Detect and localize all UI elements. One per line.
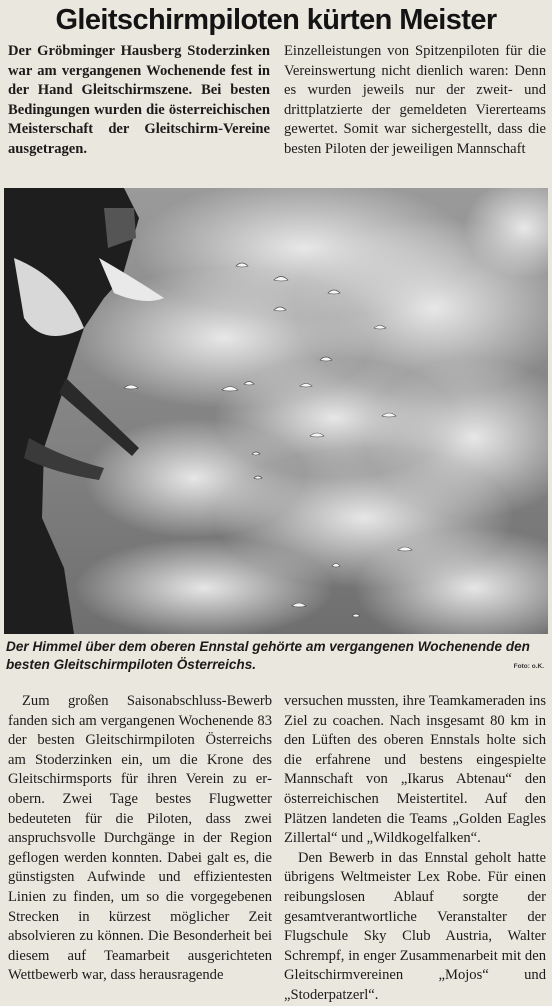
body-paragraph-2: versuchen mussten, ihre Teamkameraden ins Ziel zu coachen. Nach insgesamt 80 km in den Lüften des oberen Ennstals holte sich die erfahrene und bestens eingespielte Mannschaft von „Ikarus Abtenau“ den österreichischen Meistertitel. Auf den Plätzen landeten die Teams „Golden Eagles Zillertal“ und „Wildkogelfalken“. <box>284 693 546 847</box>
photo-caption: Der Himmel über dem oberen Ennstal gehörte am vergangenen Wochenende den besten Gleitschirmpiloten Österreichs. <box>6 639 530 672</box>
paragliders-photo <box>4 188 548 634</box>
intro-right-paragraph: Einzelleistungen von Spitzenpiloten für die Vereinswertung nicht dienlich waren: Denn es wurden jeweils nur der zweit- und drittplatzierte der gemeldeten Viererteams gewertet. Somit war sichergestellt, dass die besten Piloten der jeweiligen Mannschaft <box>284 43 546 157</box>
body-column-left <box>8 692 272 986</box>
body-column-right <box>284 692 546 1006</box>
photo-credit: Foto: o.K. <box>513 663 544 670</box>
photo-illustration <box>4 188 548 634</box>
lead-paragraph: Der Gröbminger Hausberg Stoderzinken war am vergangenen Wochenende fest in der Hand Gleitschirmszene. Bei besten Bedingungen wurden die österreichischen Meisterschaft der Gleitschirm-Vereine ausgetragen. <box>8 43 270 157</box>
headline: Gleitschirmpiloten kürten Meister <box>55 4 497 36</box>
body-paragraph-1: Zum großen Saisonabschluss-Bewerb fanden sich am vergangenen Wochenende 83 der besten Gleitschirmpiloten Österreichs am Stoderzinken ein, um die Krone des Gleitschirmsports für ihren Verein zu erobern. Zwei Tage bestes Flugwetter bedeuteten für die Piloten, dass zwei anspruchsvolle Durchgänge in der Region geflogen werden konnten. Dabei galt es, die günstigsten Aufwinde und effizientesten Linien zu finden, um so die vorgegebenen Strecken in kürzest möglicher Zeit absolvieren zu können. Die Besonderheit bei diesem auf Teamarbeit ausgerichteten Wettbewerb war, dass herausragende <box>8 693 272 984</box>
body-paragraph-3: Den Bewerb in das Ennstal geholt hatte übrigens Weltmeister Lex Robe. Für einen reibungslosen Ablauf sorgte der gesamtverantwortliche Veranstalter der Flugschule Sky Club Austria, Walter Schrempf, in enger Zusammenarbeit mit den Gleitschirmvereinen „Mojos“ und „Stoderpatzerl“. <box>284 849 546 1003</box>
